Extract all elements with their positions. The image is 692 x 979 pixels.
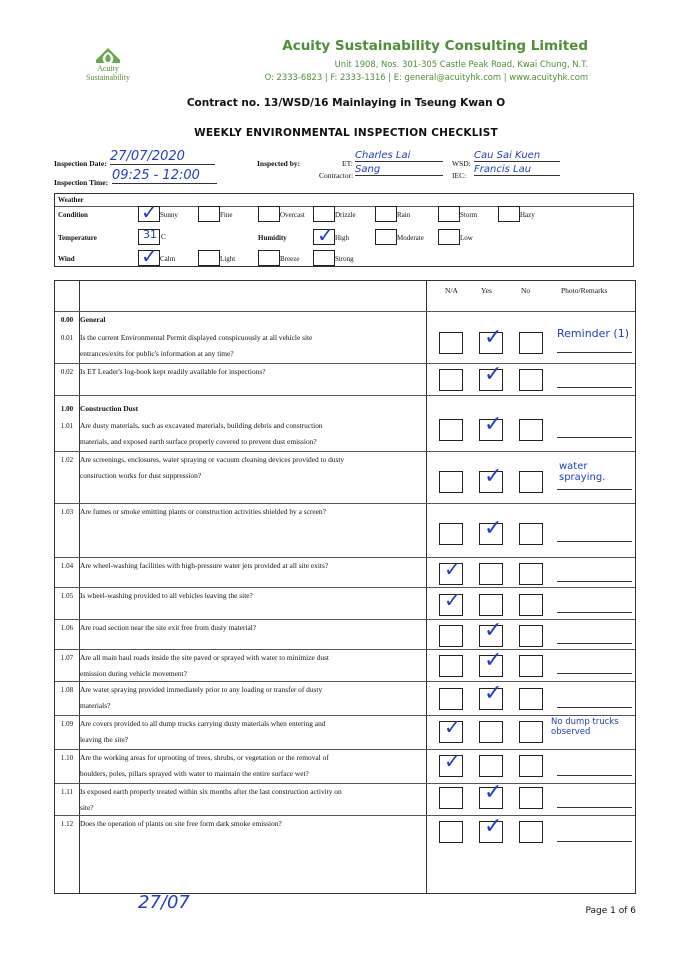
no-box[interactable]: [519, 821, 543, 843]
address-line: Unit 1908, Nos. 301-305 Castle Peak Road, Kwai Chung, N.T.: [334, 59, 588, 69]
condition-option: Drizzle: [335, 211, 356, 219]
condition-checkbox-overcast[interactable]: [258, 206, 280, 222]
check-mark-icon: ✓: [317, 223, 334, 247]
question-line: Is exposed earth properly treated within six months after the last construction activity on: [80, 787, 342, 796]
checklist-title: WEEKLY ENVIRONMENTAL INSPECTION CHECKLIST: [194, 127, 498, 139]
question-line: Is ET Leader's log-book kept readily available for inspections?: [80, 367, 266, 376]
row-question: [80, 558, 425, 574]
section-title: General: [80, 315, 106, 324]
question-line: construction works for dust suppression?: [80, 471, 202, 480]
question-line: Are fumes or smoke emitting plants or construction activities shielded by a screen?: [80, 507, 326, 516]
remark-line: [557, 352, 632, 353]
humidity-label: Humidity: [258, 234, 287, 242]
company-address: [265, 58, 588, 84]
row-number: 1.06: [60, 624, 74, 632]
wind-option: Calm: [160, 255, 176, 263]
remark-line: [557, 643, 632, 644]
na-box[interactable]: [439, 787, 463, 809]
condition-label: Condition: [58, 211, 88, 219]
contact-line: O: 2333-6823 | F: 2333-1316 | E: general@acuityhk.com | www.acuityhk.com: [264, 72, 588, 82]
condition-option: Rain: [397, 211, 411, 219]
remark-line: [557, 707, 632, 708]
no-box[interactable]: [519, 787, 543, 809]
iec-value[interactable]: Francis Lau: [474, 164, 560, 176]
remark-line: [557, 387, 632, 388]
row-number: 1.03: [60, 508, 74, 516]
wind-checkbox-breeze[interactable]: [258, 250, 280, 266]
check-mark-icon: ✓: [444, 715, 461, 739]
row-number: 0.02: [60, 368, 74, 376]
question-line: materials, and exposed earth surface properly covered to prevent dust emission?: [80, 437, 317, 446]
question-line: Is the current Environmental Permit displayed conspicuously at all vehicle site: [80, 333, 313, 342]
col-header-no: No: [521, 286, 531, 295]
row-number: 1.12: [60, 820, 74, 828]
col-header-yes: Yes: [481, 286, 492, 295]
question-line: leaving the site?: [80, 735, 129, 744]
inspected-by-label: Inspected by:: [257, 159, 301, 168]
check-mark-icon: ✓: [484, 362, 503, 387]
row-number: 1.02: [60, 456, 74, 464]
company-name: Acuity Sustainability Consulting Limited: [282, 38, 588, 54]
condition-option: Overcast: [280, 211, 305, 219]
wind-option: Breeze: [280, 255, 300, 263]
contractor-value[interactable]: Sang: [355, 164, 443, 176]
question-line: Are wheel-washing facilities with high-pressure water jets provided at all site exits?: [80, 561, 329, 570]
row-question: [80, 816, 425, 832]
et-label: ET:: [342, 159, 353, 168]
col-header-na: N/A: [445, 286, 458, 295]
condition-option: Fine: [220, 211, 233, 219]
no-box[interactable]: [519, 655, 543, 677]
date-value[interactable]: 27/07/2020: [110, 149, 215, 165]
check-mark-icon: ✓: [444, 557, 461, 581]
question-line: materials?: [80, 701, 111, 710]
iec-label: IEC:: [452, 171, 467, 180]
question-line: Are water spraying provided immediately prior to any loading or transfer of dusty: [80, 685, 323, 694]
check-mark-icon: ✓: [484, 516, 503, 541]
remark-line: [557, 581, 632, 582]
humidity-option: Moderate: [397, 234, 424, 242]
no-box[interactable]: [519, 625, 543, 647]
remark-line: [557, 612, 632, 613]
condition-checkbox-fine[interactable]: [198, 206, 220, 222]
logo-text: [76, 64, 140, 82]
question-line: Are road section near the site exit free from dusty material?: [80, 623, 257, 632]
row-question: [80, 716, 425, 748]
check-mark-icon: ✓: [444, 749, 461, 773]
condition-option: Sunny: [160, 211, 178, 219]
condition-option: Storm: [460, 211, 478, 219]
condition-checkbox-drizzle[interactable]: [313, 206, 335, 222]
row-number: 1.11: [61, 788, 73, 796]
condition-checkbox-storm[interactable]: [438, 206, 460, 222]
row-remark[interactable]: water spraying.: [559, 461, 606, 483]
yes-box[interactable]: [479, 755, 503, 777]
row-number: 1.04: [60, 562, 74, 570]
temperature-value: 31: [143, 228, 157, 241]
na-box[interactable]: [439, 523, 463, 545]
question-line: entrances/exits for public's information at any time?: [80, 349, 234, 358]
no-box[interactable]: [519, 688, 543, 710]
logo-text-line2: Sustainability: [86, 73, 130, 82]
check-mark-icon: ✓: [484, 780, 503, 805]
condition-checkbox-rain[interactable]: [375, 206, 397, 222]
handwritten-date: 27/07: [138, 892, 190, 913]
wind-checkbox-strong[interactable]: [313, 250, 335, 266]
remark-line: [557, 489, 632, 490]
wsd-label: WSD:: [452, 159, 471, 168]
page-number: Page 1 of 6: [585, 906, 636, 916]
remark-line: [557, 673, 632, 674]
no-box[interactable]: [519, 563, 543, 585]
row-question: [80, 784, 425, 816]
humidity-option: High: [335, 234, 349, 242]
time-value[interactable]: 09:25 - 12:00: [112, 168, 217, 184]
question-line: Are screenings, enclosures, water spraying or vacuum cleaning devices provided to dusty: [80, 455, 345, 464]
remark-line: [557, 541, 632, 542]
remark-line: [557, 437, 632, 438]
row-divider: [55, 395, 635, 396]
question-line: site?: [80, 803, 94, 812]
question-line: Is wheel-washing provided to all vehicles leaving the site?: [80, 591, 253, 600]
row-question: [80, 682, 425, 714]
contract-title: Contract no. 13/WSD/16 Mainlaying in Tseung Kwan O: [186, 97, 506, 109]
date-label: Inspection Date:: [54, 159, 107, 168]
no-box[interactable]: [519, 369, 543, 391]
temperature-unit: C: [161, 233, 166, 241]
row-remark[interactable]: No dump trucks observed: [551, 717, 619, 737]
humidity-option: Low: [460, 234, 473, 242]
na-box[interactable]: [439, 419, 463, 441]
na-box[interactable]: [439, 332, 463, 354]
na-box[interactable]: [439, 625, 463, 647]
checklist-table: [54, 280, 636, 894]
row-number: 0.01: [60, 334, 74, 342]
humidity-checkbox-moderate[interactable]: [375, 229, 397, 245]
check-mark-icon: ✓: [484, 814, 503, 839]
check-mark-icon: ✓: [141, 244, 158, 268]
remark-line: [557, 775, 632, 776]
remark-line: [557, 807, 632, 808]
question-line: Are the working areas for uprooting of trees, shrubs, or vegetation or the removal of: [80, 753, 329, 762]
yes-box[interactable]: [479, 594, 503, 616]
weather-section: [54, 193, 634, 267]
row-number: 1.08: [60, 686, 74, 694]
row-question: [80, 650, 425, 682]
row-question: [80, 418, 425, 450]
no-box[interactable]: [519, 471, 543, 493]
yes-box[interactable]: [479, 721, 503, 743]
remark-line: [557, 841, 632, 842]
et-value[interactable]: Charles Lai: [355, 150, 443, 162]
question-line: Does the operation of plants on site free form dark smoke emission?: [80, 819, 282, 828]
check-mark-icon: ✓: [484, 412, 503, 437]
row-number: 1.07: [60, 654, 74, 662]
section-title: Construction Dust: [80, 404, 139, 413]
row-question: [80, 452, 425, 484]
section-number: 0.00: [60, 316, 74, 324]
row-question: [80, 750, 425, 782]
na-box[interactable]: [439, 471, 463, 493]
row-number: 1.09: [60, 720, 74, 728]
section-number: 1.00: [60, 405, 74, 413]
check-mark-icon: ✓: [141, 200, 158, 224]
na-box[interactable]: [439, 821, 463, 843]
question-line: emission during vehicle movement?: [80, 669, 187, 678]
no-box[interactable]: [519, 523, 543, 545]
check-mark-icon: ✓: [484, 618, 503, 643]
wind-option: Light: [220, 255, 236, 263]
row-question: [80, 620, 425, 636]
wind-label: Wind: [58, 255, 75, 263]
no-box[interactable]: [519, 721, 543, 743]
row-question: [80, 330, 425, 362]
na-box[interactable]: [439, 369, 463, 391]
row-remark[interactable]: Reminder (1): [557, 327, 630, 340]
question-line: Are dusty materials, such as excavated materials, building debris and construction: [80, 421, 323, 430]
row-number: 1.05: [60, 592, 74, 600]
condition-option: Hazy: [520, 211, 535, 219]
weather-heading: Weather: [58, 196, 84, 204]
question-line: Are covers provided to all dump trucks carrying dusty materials when entering and: [80, 719, 326, 728]
col-header-remarks: Photo/Remarks: [561, 286, 608, 295]
wind-checkbox-light[interactable]: [198, 250, 220, 266]
row-question: [80, 504, 425, 520]
check-mark-icon: ✓: [484, 464, 503, 489]
question-line: boulders, poles, pillars sprayed with water to maintain the entire surface wet?: [80, 769, 309, 778]
condition-checkbox-hazy[interactable]: [498, 206, 520, 222]
temperature-label: Temperature: [58, 234, 97, 242]
check-mark-icon: ✓: [444, 588, 461, 612]
row-question: [80, 364, 425, 380]
check-mark-icon: ✓: [484, 681, 503, 706]
yes-box[interactable]: [479, 563, 503, 585]
no-box[interactable]: [519, 332, 543, 354]
row-question: [80, 588, 425, 604]
humidity-checkbox-low[interactable]: [438, 229, 460, 245]
wsd-value[interactable]: Cau Sai Kuen: [474, 150, 560, 162]
check-mark-icon: ✓: [484, 325, 503, 350]
no-box[interactable]: [519, 419, 543, 441]
contractor-label: Contractor:: [319, 171, 354, 180]
wind-option: Strong: [335, 255, 354, 263]
time-label: Inspection Time:: [54, 178, 109, 187]
question-line: Are all main haul roads inside the site paved or sprayed with water to minimize dust: [80, 653, 329, 662]
no-box[interactable]: [519, 594, 543, 616]
logo-text-line1: Acuity: [97, 64, 119, 73]
na-box[interactable]: [439, 655, 463, 677]
no-box[interactable]: [519, 755, 543, 777]
row-number: 1.10: [60, 754, 74, 762]
row-number: 1.01: [60, 422, 74, 430]
check-mark-icon: ✓: [484, 648, 503, 673]
na-box[interactable]: [439, 688, 463, 710]
